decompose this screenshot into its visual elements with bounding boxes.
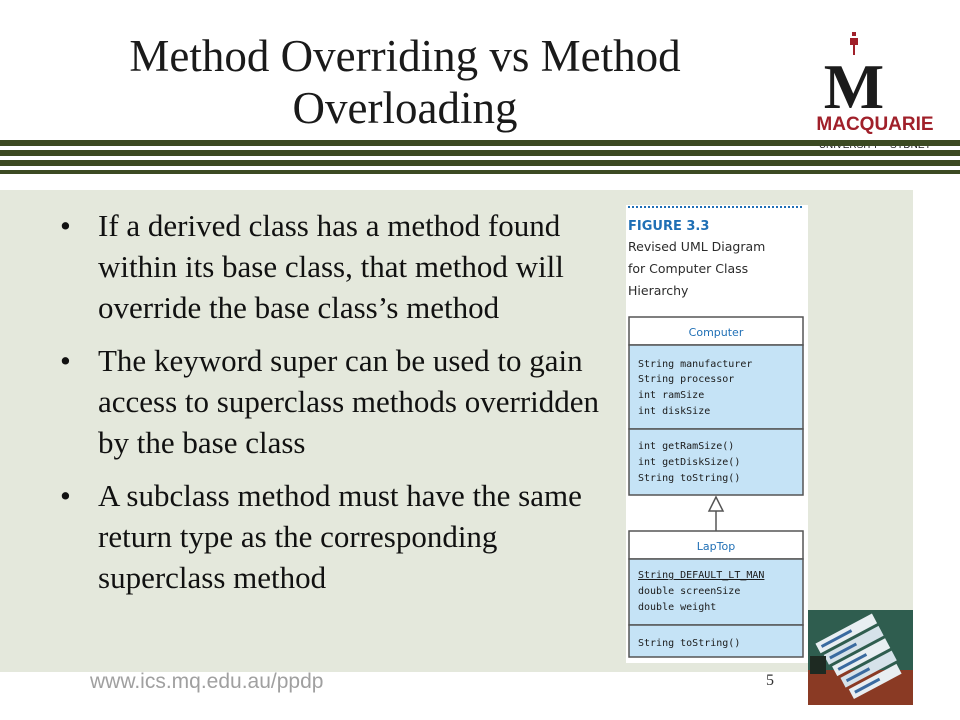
uml-class-name: LapTop xyxy=(696,540,736,553)
signpost-photo xyxy=(808,610,913,705)
logo-name: MACQUARIE xyxy=(816,114,934,135)
bullet-list xyxy=(60,205,610,610)
figure-caption-line: Hierarchy xyxy=(628,283,689,298)
uml-class-computer xyxy=(629,317,803,495)
bullet-text: The keyword super can be used to gain access to superclass methods overridden by the base class xyxy=(98,343,600,460)
footer-url[interactable]: www.ics.mq.edu.au/ppdp xyxy=(90,670,324,693)
uml-attribute: int diskSize xyxy=(638,406,711,417)
bullet-dot: • xyxy=(60,478,71,513)
uml-method: String toString() xyxy=(638,473,741,484)
uml-attribute: double weight xyxy=(638,602,717,613)
figure-caption-line: Revised UML Diagram xyxy=(628,239,766,254)
bullet-item xyxy=(60,475,610,598)
uml-attribute: int ramSize xyxy=(638,390,705,401)
uml-figure xyxy=(626,205,808,663)
inheritance-arrow-icon xyxy=(709,497,723,531)
page-number: 5 xyxy=(766,672,774,689)
bullet-text: A subclass method must have the same return type as the corresponding superclass method xyxy=(98,478,582,595)
uml-attribute: double screenSize xyxy=(638,586,741,597)
uml-attribute: String processor xyxy=(638,374,735,385)
uml-class-name: Computer xyxy=(688,326,744,339)
title-line-1: Method Overriding vs Method xyxy=(129,31,681,81)
uml-attribute: String DEFAULT_LT_MAN xyxy=(638,570,765,581)
bullet-dot: • xyxy=(60,208,71,243)
figure-label: FIGURE 3.3 xyxy=(628,219,710,234)
uml-method: int getDiskSize() xyxy=(638,457,741,468)
uml-attribute: String manufacturer xyxy=(638,359,753,370)
bullet-dot: • xyxy=(60,343,71,378)
uml-class-laptop xyxy=(629,531,803,657)
uml-method: int getRamSize() xyxy=(638,441,735,452)
bullet-text: If a derived class has a method found within its base class, that method will override the base class’s method xyxy=(98,208,564,325)
title-divider-stripes xyxy=(0,140,960,190)
title-line-2: Overloading xyxy=(292,83,518,133)
uml-method: String toString() xyxy=(638,638,741,649)
bullet-item xyxy=(60,340,610,463)
bullet-item xyxy=(60,205,610,328)
slide-title xyxy=(60,30,750,134)
figure-caption-line: for Computer Class xyxy=(628,261,749,276)
logo-letter: M xyxy=(823,51,885,122)
